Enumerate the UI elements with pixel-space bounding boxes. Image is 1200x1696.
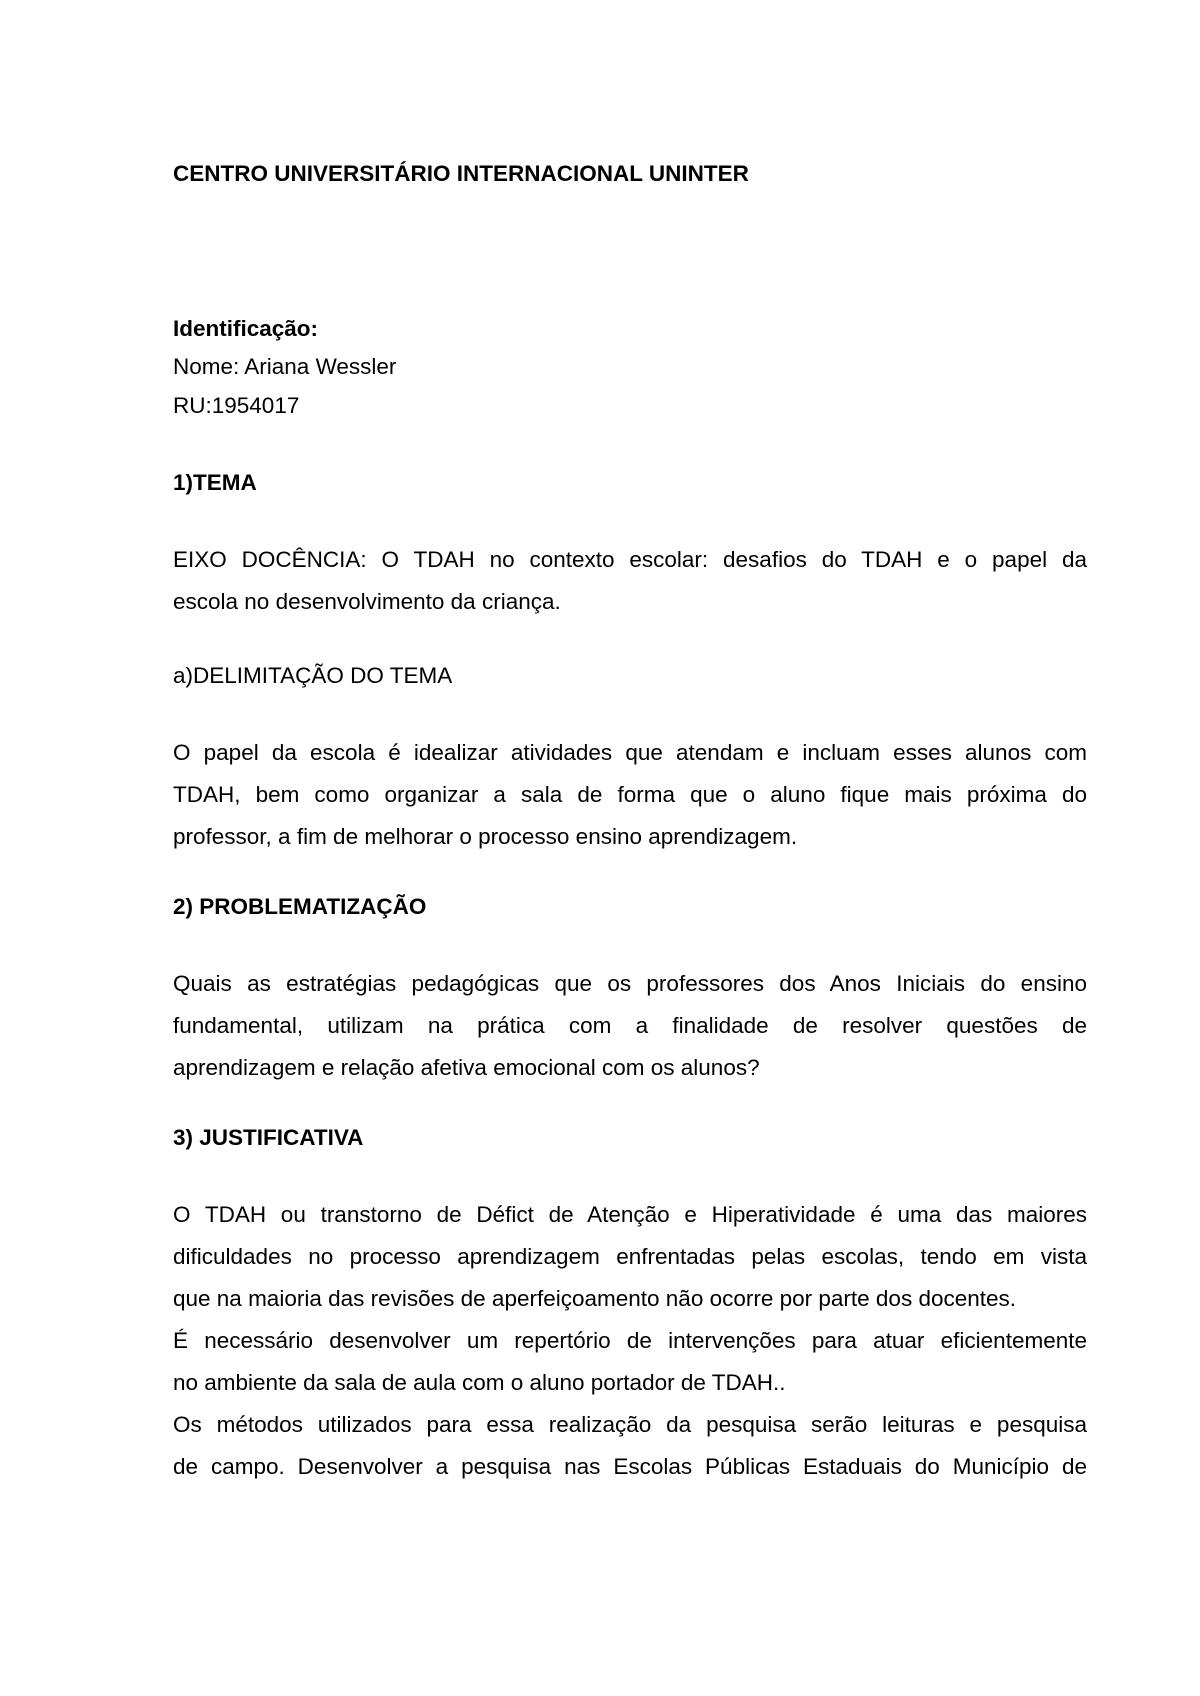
section-2-heading: 2) PROBLEMATIZAÇÃO: [173, 894, 427, 919]
problem-line: Quais as estratégias pedagógicas que os professores dos Anos Iniciais do ensino: [173, 971, 1087, 996]
section-1-heading: 1)TEMA: [173, 470, 257, 495]
student-ru: RU:1954017: [173, 393, 300, 418]
problem-line: aprendizagem e relação afetiva emocional com os alunos?: [173, 1055, 760, 1080]
justification-line: É necessário desenvolver um repertório de intervenções para atuar eficientemente: [173, 1328, 1087, 1353]
delimitation-heading: a)DELIMITAÇÃO DO TEMA: [173, 663, 453, 688]
delimitation-paragraph: [173, 732, 1087, 858]
theme-line: escola no desenvolvimento da criança.: [173, 589, 561, 614]
delimitation-line: professor, a fim de melhorar o processo ensino aprendizagem.: [173, 824, 798, 849]
identification-heading: Identificação:: [173, 316, 319, 341]
delimitation-line: TDAH, bem como organizar a sala de forma que o aluno fique mais próxima do: [173, 782, 1087, 807]
justification-line: O TDAH ou transtorno de Défict de Atenção e Hiperatividade é uma das maiores: [173, 1202, 1087, 1227]
section-3-heading: 3) JUSTIFICATIVA: [173, 1125, 364, 1150]
document-page: [173, 0, 1087, 1696]
justification-line: dificuldades no processo aprendizagem enfrentadas pelas escolas, tendo em vista: [173, 1244, 1087, 1269]
delimitation-line: O papel da escola é idealizar atividades que atendam e incluam esses alunos com: [173, 740, 1087, 765]
justification-line: no ambiente da sala de aula com o aluno portador de TDAH..: [173, 1370, 786, 1395]
theme-paragraph: [173, 539, 1087, 623]
problem-paragraph: [173, 963, 1087, 1089]
justification-line: Os métodos utilizados para essa realização da pesquisa serão leituras e pesquisa: [173, 1412, 1087, 1437]
theme-line: EIXO DOCÊNCIA: O TDAH no contexto escolar: desafios do TDAH e o papel da: [173, 547, 1087, 572]
institution-title: CENTRO UNIVERSITÁRIO INTERNACIONAL UNINTER: [173, 161, 749, 186]
justification-line: de campo. Desenvolver a pesquisa nas Escolas Públicas Estaduais do Município de: [173, 1454, 1087, 1479]
problem-line: fundamental, utilizam na prática com a finalidade de resolver questões de: [173, 1013, 1087, 1038]
justification-paragraph: [173, 1194, 1087, 1488]
student-name: Nome: Ariana Wessler: [173, 354, 397, 379]
justification-line: que na maioria das revisões de aperfeiçoamento não ocorre por parte dos docentes.: [173, 1286, 1017, 1311]
